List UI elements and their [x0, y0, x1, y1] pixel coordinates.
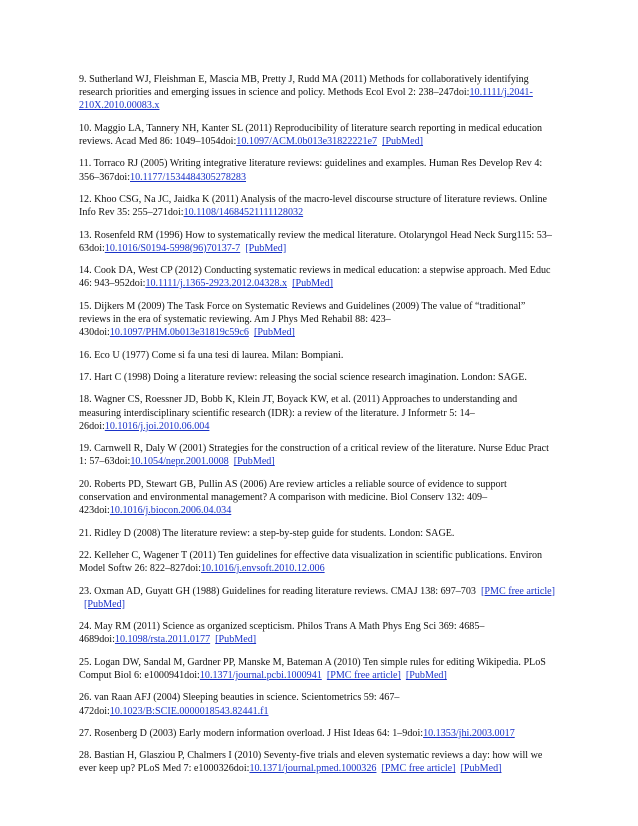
reference-text: 27. Rosenberg D (2003) Early modern information overload. J Hist Ideas 64: 1–9doi: [79, 727, 424, 739]
doi-link[interactable]: 10.1097/PHM.0b013e31819c59c6 [109, 327, 249, 339]
reference-list [79, 73, 559, 785]
reference-text: 20. Roberts PD, Stewart GB, Pullin AS (2006) Are review articles a reliable source of evidence to support conservation and environmental management? A comparison with medicine. Biol Conserv 132: 409–423doi: [79, 478, 507, 517]
pubmed-link[interactable]: [PubMed] [405, 669, 447, 681]
reference-text: 12. Khoo CSG, Na JC, Jaidka K (2011) Analysis of the macro-level discourse structure of literature reviews. Online Info Rev 35: 255–271doi: [79, 193, 548, 219]
pubmed-link[interactable]: [PubMed] [253, 327, 295, 339]
doi-link[interactable]: 10.1111/j.1365-2923.2012.04328.x [145, 278, 288, 290]
pubmed-link[interactable]: [PubMed] [460, 763, 502, 775]
reference-item [79, 691, 559, 717]
doi-link[interactable]: 10.1371/journal.pmed.1000326 [249, 763, 377, 775]
reference-text: 19. Carnwell R, Daly W (2001) Strategies for the construction of a critical review of the literature. Nurse Educ Pract 1: 57–63doi: [79, 443, 549, 468]
reference-text: 25. Logan DW, Sandal M, Gardner PP, Manske M, Bateman A (2010) Ten simple rules for editing Wikipedia. PLoS Comput Biol 6: e1000941doi: [79, 656, 546, 681]
doi-link[interactable]: 10.1097/ACM.0b013e31822221e7 [236, 136, 378, 147]
reference-text: 13. Rosenfeld RM (1996) How to systematically review the medical literature. Otolaryngol Head Neck Surg115: 53–63doi: [79, 229, 552, 254]
pmc-free-article-link[interactable]: [PMC free article] [326, 669, 401, 681]
pubmed-link[interactable]: [PubMed] [292, 278, 334, 290]
reference-text: 26. van Raan AFJ (2004) Sleeping beauties in science. Scientometrics 59: 467–472doi: [79, 692, 400, 717]
doi-link[interactable]: 10.1108/14684521111128032 [183, 207, 304, 219]
reference-text: 9. Sutherland WJ, Fleishman E, Mascia MB, Pretty J, Rudd MA (2011) Methods for collaboratively identifying research priorities and emerging issues in science and policy. Methods Ecol Evol 2: 238–247doi: [79, 74, 529, 99]
reference-text: 16. Eco U (1977) Come si fa una tesi di laurea. Milan: Bompiani. [79, 349, 344, 361]
reference-item [79, 300, 559, 340]
doi-link[interactable]: 10.1016/S0194-5998(96)70137-7 [104, 242, 241, 254]
pubmed-link[interactable]: [PubMed] [233, 456, 275, 468]
doi-link[interactable]: 10.1177/1534484305278283 [130, 171, 247, 183]
reference-text: 11. Torraco RJ (2005) Writing integrative literature reviews: guidelines and examples. Human Res Develop Rev 4: 356–367doi: [79, 158, 543, 183]
reference-item [79, 527, 559, 540]
reference-item [79, 478, 559, 518]
reference-text: 23. Oxman AD, Guyatt GH (1988) Guidelines for reading literature reviews. CMAJ 138: 697–703 [79, 585, 476, 597]
doi-link[interactable]: 10.1016/j.envsoft.2010.12.006 [200, 563, 325, 575]
pubmed-link[interactable]: [PubMed] [84, 598, 125, 610]
doi-link[interactable]: 10.1016/j.joi.2010.06.004 [104, 420, 210, 432]
pmc-free-article-link[interactable]: [PMC free article] [381, 763, 456, 775]
reference-item [79, 727, 559, 740]
reference-item [79, 749, 559, 775]
reference-item [79, 393, 559, 433]
doi-link[interactable]: 10.1111/j.2041-210X.2010.00083.x [79, 87, 533, 112]
reference-text: 14. Cook DA, West CP (2012) Conducting systematic reviews in medical education: a stepwise approach. Med Educ 46: 943–952doi: [79, 265, 551, 290]
reference-text: 17. Hart C (1998) Doing a literature review: releasing the social science research imagination. London: SAGE. [79, 371, 527, 383]
reference-item [79, 122, 559, 148]
reference-text: 18. Wagner CS, Roessner JD, Bobb K, Klein JT, Boyack KW, et al. (2011) Approaches to understanding and measuring interdisciplinary scientific research (IDR): a review of the literature. J Informetr 5: 14–26doi: [79, 394, 518, 432]
reference-item [79, 193, 559, 219]
pubmed-link[interactable]: [PubMed] [245, 242, 287, 254]
doi-link[interactable]: 10.1098/rsta.2011.0177 [114, 634, 211, 646]
pubmed-link[interactable]: [PubMed] [215, 634, 257, 646]
reference-text: 28. Bastian H, Glasziou P, Chalmers I (2010) Seventy-five trials and eleven systematic reviews a day: how will we ever keep up? PLoS Med 7: e1000326doi: [79, 750, 543, 775]
reference-item [79, 620, 559, 646]
pubmed-link[interactable]: [PubMed] [382, 136, 424, 147]
reference-text: 10. Maggio LA, Tannery NH, Kanter SL (2011) Reproducibility of literature search reporting in medical education reviews. Acad Med 86: 1049–1054doi: [79, 122, 543, 147]
doi-link[interactable]: 10.1353/jhi.2003.0017 [423, 727, 515, 739]
pmc-free-article-link[interactable]: [PMC free article] [481, 585, 555, 597]
reference-text: 21. Ridley D (2008) The literature review: a step-by-step guide for students. London: SAGE. [79, 527, 455, 539]
doi-link[interactable]: 10.1016/j.biocon.2006.04.034 [109, 505, 232, 517]
reference-item [79, 442, 559, 468]
reference-item [79, 73, 559, 113]
reference-item [79, 229, 559, 255]
doi-link[interactable]: 10.1371/journal.pcbi.1000941 [199, 669, 322, 681]
reference-item [79, 549, 559, 575]
reference-item [79, 264, 559, 290]
reference-text: 22. Kelleher C, Wagener T (2011) Ten guidelines for effective data visualization in scientific publications. Environ Model Softw 26: 822–827doi: [79, 549, 543, 575]
reference-item [79, 656, 559, 682]
reference-item [79, 157, 559, 183]
reference-item [79, 349, 559, 362]
reference-text: 24. May RM (2011) Science as organized scepticism. Philos Trans A Math Phys Eng Sci 369: 4685–4689doi: [79, 621, 485, 646]
reference-item [79, 371, 559, 384]
doi-link[interactable]: 10.1023/B:SCIE.0000018543.82441.f1 [109, 705, 269, 717]
doi-link[interactable]: 10.1054/nepr.2001.0008 [130, 456, 229, 468]
reference-item [79, 585, 559, 611]
reference-text: 15. Dijkers M (2009) The Task Force on Systematic Reviews and Guidelines (2009) The value of “traditional” reviews in the era of systematic reviewing. Am J Phys Med Rehabil 88: 423–430doi: [79, 300, 526, 339]
